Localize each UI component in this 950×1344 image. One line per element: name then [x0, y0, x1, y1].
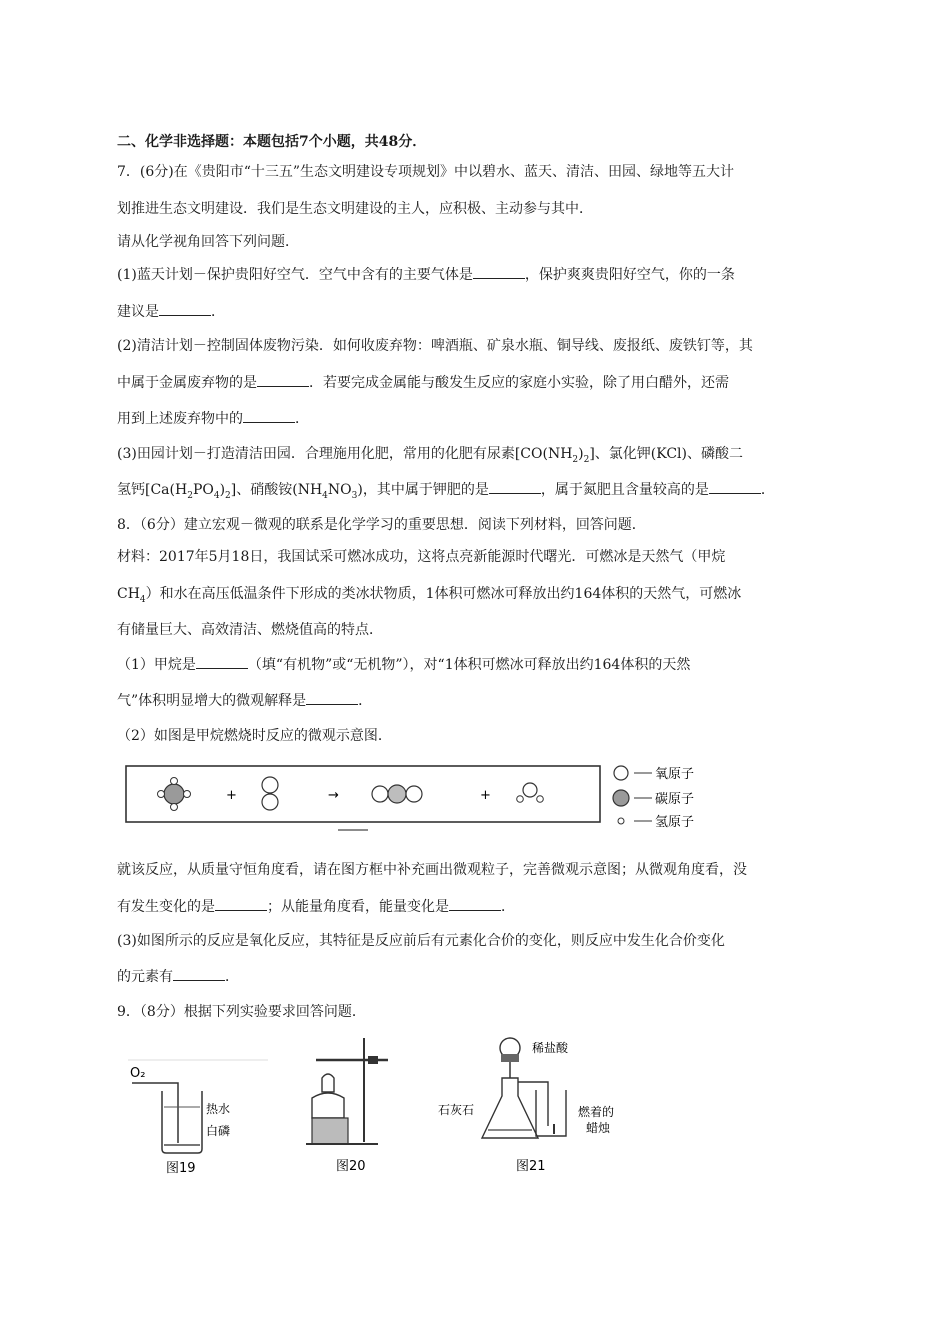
legend-oxygen: 氧原子 [655, 767, 695, 782]
period: ． [211, 304, 225, 320]
answer-blank[interactable] [306, 692, 358, 705]
q8-material-line1: 材料：2017年5月18日，我国试采可燃冰成功，这将点亮新能源时代曙光．可燃冰是天然气（甲烷 [117, 549, 726, 565]
text: ；从能量角度看，能量变化是 [267, 899, 449, 915]
hot-water-label: 热水 [206, 1102, 231, 1116]
text: CH [117, 586, 140, 602]
water-molecule [517, 783, 544, 802]
text: ]、硝酸铵(NH [230, 482, 323, 498]
q7-part1-line1 [117, 266, 837, 284]
figure-20-caption: 图20 [336, 1159, 366, 1174]
subscript: 2 [225, 490, 231, 501]
text: ．若要完成金属能与酸发生反应的家庭小实验，除了用白醋外，还需 [309, 375, 729, 391]
subscript: 4 [139, 594, 146, 605]
section-heading: 二、化学非选择题：本题包括7个小题，共48分． [117, 134, 427, 150]
reaction-svg [118, 758, 758, 838]
plus-sign: + [226, 788, 237, 803]
clamp [368, 1056, 378, 1064]
text: ，属于氮肥且含量较高的是 [540, 482, 709, 498]
q7-line2: 划推进生态文明建设．我们是生态文明建设的主人，应积极、主动参与其中． [117, 201, 593, 217]
q8-line1: 8．（6分）建立宏观－微观的联系是化学学习的重要思想．阅读下列材料，回答问题． [117, 517, 646, 533]
candle-label-1: 燃着的 [578, 1105, 615, 1119]
gas-tube [132, 1083, 178, 1143]
text: 中属于金属废弃物的是 [117, 375, 257, 391]
arrow-icon: → [328, 788, 339, 803]
legend [613, 766, 694, 830]
period: ． [295, 411, 309, 427]
hydrogen-atom-icon [618, 818, 624, 824]
q8-sub3-line2 [117, 968, 837, 986]
acid-label: 稀盐酸 [532, 1041, 569, 1055]
carbon-dioxide-molecule [372, 785, 422, 803]
q7-line3: 请从化学视角回答下列问题． [117, 234, 299, 250]
q7-part3-line1 [117, 445, 837, 469]
q8-material-line2 [117, 585, 837, 609]
q8-sub3-line1: (3)如图所示的反应是氧化反应，其特征是反应前后有元素化合价的变化，则反应中发生化合价变化 [117, 933, 725, 949]
q7-line1: 7．(6分)在《贵阳市“十三五”生态文明建设专项规划》中以碧水、蓝天、清洁、田园、绿地等五大计 [117, 164, 735, 180]
text: 用到上述废弃物中的 [117, 411, 243, 427]
period: ． [501, 899, 515, 915]
text: （填“有机物”或“无机物”），对“1体积可燃冰可释放出约164体积的天然 [247, 657, 691, 673]
reaction-diagram [118, 758, 758, 838]
q7-part2-line3 [117, 410, 837, 428]
oxygen-molecule [262, 777, 278, 810]
q8-material-line3: 有储量巨大、高效清洁、燃烧值高的特点． [117, 622, 383, 638]
text: ]、氯化钾(KCl)、磷酸二 [589, 446, 744, 462]
text: 的元素有 [117, 969, 173, 985]
oxygen-atom-icon [614, 766, 628, 780]
q8-after-line2 [117, 898, 837, 916]
gas-label: O₂ [130, 1066, 146, 1081]
q8-after-line1: 就该反应，从质量守恒角度看，请在图方框中补充画出微观粒子，完善微观示意图；从微观角度看，没 [117, 862, 747, 878]
answer-blank[interactable] [243, 410, 295, 423]
answer-blank[interactable] [196, 656, 248, 669]
q7-part1-line2 [117, 303, 837, 321]
beaker [162, 1091, 202, 1153]
stopcock [501, 1054, 519, 1062]
text: )，其中属于钾肥的是 [357, 482, 489, 498]
figure-20 [298, 1030, 408, 1175]
subscript: 2 [583, 454, 590, 465]
methane-molecule [158, 778, 191, 811]
subscript: 2 [187, 490, 193, 501]
text: ，保护爽爽贵阳好空气，你的一条 [524, 267, 735, 283]
q8-sub1-line2 [117, 692, 837, 710]
q7-part3-line2 [117, 481, 837, 505]
white-phosphorus-label: 白磷 [206, 1124, 231, 1138]
figure-19-svg [118, 1055, 278, 1175]
q8-sub1-line1 [117, 656, 837, 674]
text: 建议是 [117, 304, 159, 320]
answer-blank[interactable] [173, 968, 225, 981]
answer-blank[interactable] [159, 303, 211, 316]
plus-sign: + [480, 788, 491, 803]
figure-21-svg [438, 1030, 658, 1175]
q9-line1: 9．（8分）根据下列实验要求回答问题． [117, 1004, 366, 1020]
text: NO [327, 482, 352, 498]
text: 气”体积明显增大的微观解释是 [117, 693, 307, 709]
figure-21 [438, 1030, 658, 1175]
base-block [312, 1118, 348, 1144]
legend-carbon: 碳原子 [655, 792, 695, 807]
text: 有发生变化的是 [117, 899, 215, 915]
figure-20-svg [298, 1030, 408, 1175]
text: （1）甲烷是 [117, 657, 196, 673]
q7-part2-line2 [117, 374, 837, 392]
candle-label-2: 蜡烛 [586, 1121, 611, 1135]
alcohol-lamp [312, 1093, 344, 1118]
period: ． [358, 693, 373, 709]
text: ）和水在高压低温条件下形成的类冰状物质，1体积可燃冰可释放出约164体积的天然气，可燃冰 [145, 586, 742, 602]
q7-part2-line1: (2)清洁计划－控制固体废物污染．如何收废弃物：啤酒瓶、矿泉水瓶、铜导线、废报纸、废铁钉等，其 [117, 338, 753, 354]
answer-blank[interactable] [473, 266, 525, 279]
carbon-atom-icon [613, 790, 629, 806]
figure-21-caption: 图21 [516, 1159, 546, 1174]
subscript: 3 [351, 490, 358, 501]
legend-hydrogen: 氢原子 [655, 815, 695, 830]
figure-19-caption: 图19 [166, 1161, 196, 1175]
text: ) [219, 482, 226, 498]
answer-blank[interactable] [489, 481, 541, 494]
text: (1)蓝天计划－保护贵阳好空气．空气中含有的主要气体是 [117, 267, 473, 283]
flame [322, 1074, 334, 1092]
beaker [536, 1090, 566, 1136]
text: 氢钙[Ca(H [117, 482, 188, 498]
period: ． [225, 969, 239, 985]
answer-blank[interactable] [449, 898, 501, 911]
answer-blank[interactable] [709, 481, 761, 494]
subscript: 4 [322, 490, 328, 501]
answer-blank[interactable] [215, 898, 267, 911]
answer-blank[interactable] [257, 374, 309, 387]
text: (3)田园计划－打造清洁田园．合理施用化肥，常用的化肥有尿素[CO(NH [117, 446, 573, 462]
figure-19 [118, 1055, 278, 1175]
limestone-label: 石灰石 [438, 1103, 475, 1117]
subscript: 4 [213, 490, 220, 501]
subscript: 2 [572, 454, 579, 465]
period: ． [760, 482, 775, 498]
text: ) [578, 446, 584, 462]
q8-sub2-line: （2）如图是甲烷燃烧时反应的微观示意图． [117, 728, 392, 744]
text: PO [192, 482, 214, 498]
